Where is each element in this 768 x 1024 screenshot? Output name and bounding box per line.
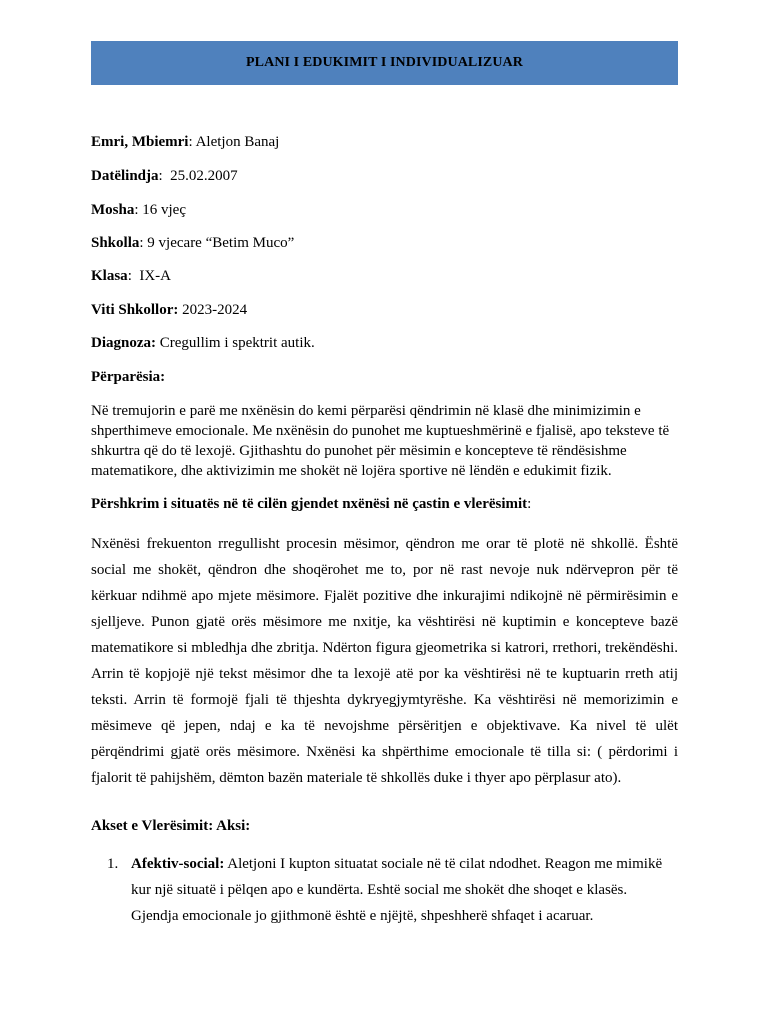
priority-paragraph: Në tremujorin e parë me nxënësin do kemi përparësi qëndrimin në klasë dhe minimizimin e shperthimeve emocionale. Me nxënësin do punohet me kuptueshmërinë e fjalisë, apo teksteve të shkurtra që do të lexojë. Gjithashtu do punohet për mësimin e koncepteve të rëndësishme matematikore, dhe aktivizimin me shokët në lojëra sportive në lëndën e edukimit fizik. bbox=[91, 403, 670, 479]
field-birthdate bbox=[91, 167, 238, 185]
document-title: PLANI I EDUKIMIT I INDIVIDUALIZUAR bbox=[246, 55, 523, 70]
field-separator: : bbox=[188, 134, 196, 150]
field-school-year bbox=[91, 301, 247, 319]
field-value: 9 vjecare “Betim Muco” bbox=[147, 235, 295, 251]
field-name bbox=[91, 133, 279, 151]
field-school bbox=[91, 234, 294, 252]
field-value: Aletjon Banaj bbox=[195, 134, 280, 150]
axis-label: Afektiv-social: bbox=[131, 856, 225, 872]
field-value: 2023-2024 bbox=[182, 302, 248, 318]
situation-heading-colon: : bbox=[527, 496, 532, 512]
field-separator: : bbox=[134, 202, 143, 218]
field-separator: : bbox=[158, 168, 171, 184]
axes-heading: Akset e Vlerësimit: Aksi: bbox=[91, 818, 251, 834]
document-page bbox=[91, 41, 678, 85]
field-label: Emri, Mbiemri bbox=[91, 134, 189, 150]
axes-list bbox=[91, 851, 678, 929]
field-separator: : bbox=[127, 268, 140, 284]
field-value: Cregullim i spektrit autik. bbox=[159, 335, 315, 351]
field-class bbox=[91, 267, 171, 285]
field-value: IX-A bbox=[139, 268, 172, 284]
list-item bbox=[91, 851, 678, 929]
field-label: Shkolla bbox=[91, 235, 140, 251]
field-label: Datëlindja bbox=[91, 168, 159, 184]
field-value: 16 vjeç bbox=[142, 202, 186, 218]
list-number: 1. bbox=[107, 856, 119, 872]
field-value: 25.02.2007 bbox=[170, 168, 238, 184]
field-label: Diagnoza: bbox=[91, 335, 156, 351]
field-age bbox=[91, 201, 186, 219]
title-banner bbox=[91, 41, 678, 85]
field-diagnosis bbox=[91, 334, 315, 352]
situation-paragraph: Nxënësi frekuenton rregullisht procesin mësimor, qëndron me orar të plotë në shkollë. Është social me shokët, qëndron dhe shoqërohet me to, por në rast nevoje nuk ndërvepron për të kërkuar ndihmë apo mjete mësimore. Fjalët pozitive dhe inkurajimi ndikojnë në përmirësimin e sjelljeve. Punon gjatë orës mësimore me nxitje, ka vështirësi në kuptimin e koncepteve bazë matematikore si mbledhja dhe zbritja. Ndërton figura gjeometrika si katrori, rrethori, trekëndëshi. Arrin të kopjojë një tekst mësimor dhe ta lexojë atë por ka vështirësi në te kuptuarin rreth atij teksti. Arrin të formojë fjali të thjeshta dykryegjymtyrëshe. Ka vështirësi në memorizimin e mësimeve që jepen, ndaj e ka të nevojshme përsëritjen e objektivave. Ka nivel të ulët përqëndrimi gjatë orës mësimore. Nxënësi ka shpërthime emocionale të tilla si: ( përdorimi i fjalorit të pahijshëm, dëmton bazën materiale të shkollës duke i thyer apo përplasur ato). bbox=[91, 536, 678, 786]
field-label: Viti Shkollor: bbox=[91, 302, 179, 318]
situation-heading bbox=[91, 495, 531, 513]
field-label: Klasa bbox=[91, 268, 128, 284]
situation-heading-text: Përshkrim i situatës në të cilën gjendet nxënësi në çastin e vlerësimit bbox=[91, 496, 528, 512]
priority-heading: Përparësia: bbox=[91, 369, 166, 385]
axis-text: Aletjoni I kupton situatat sociale në të cilat ndodhet. Reagon me mimikë kur një situatë i pëlqen apo e kundërta. Eshtë social me shokët dhe shoqet e klasës. Gjendja emocionale jo gjithmonë është e njëjtë, shpeshherë shfaqet i acaruar. bbox=[131, 856, 663, 924]
field-separator: : bbox=[139, 235, 148, 251]
field-label: Mosha bbox=[91, 202, 135, 218]
